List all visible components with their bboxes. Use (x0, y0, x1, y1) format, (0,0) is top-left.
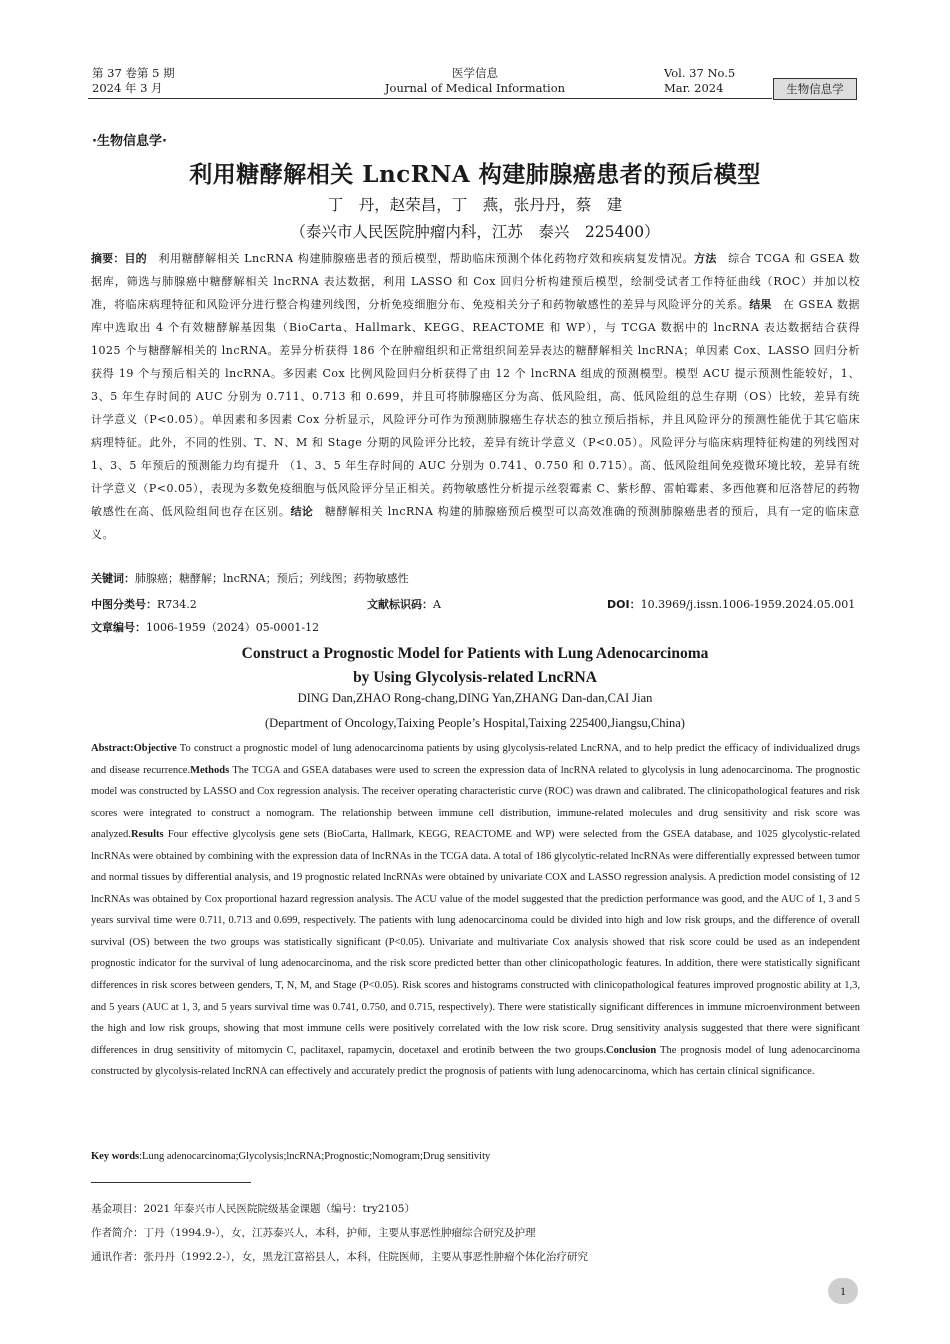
results-label-en: Results (130, 829, 164, 841)
results-text-cn: 在 GSEA 数据库中选取出 4 个有效糖酵解基因集（BioCarta、Hallmark、KEGG、REACTOME 和 WP），与 TCGA 数据中的 lncRNA 表达数据结合获得 1025 个与糖酵解相关的 lncRNA。差异分析获得 186 个在肿瘤组织和正常组织间差异表达的糖酵解相关 lncRNA；单因素 Cox、LASSO 回归分析获得 19 个与预后相关的 lncRNA。多因素 Cox 比例风险回归分析获得了由 12 个 lncRNA 组成的预测模型。模型 ACU 提示预测性能较好，1、3、5 年生存时间的 AUC 分别为 0.711、0.713 和 0.699，并且可将肺腺癌区分为高、低风险组，高、低风险组的总生存期（OS）比较，差异有统计学意义（P<0.05）。单因素和多因素 Cox 分析显示，风险评分可作为预测肺腺癌生存状态的独立预后指标，并且风险评分的预测性能优于其它临床病理特征。此外，不同的性别、T、N、M 和 Stage 分期的风险评分比较，差异有统计学意义（P<0.05）。风险评分与临床病理特征构建的列线图对 1、3、5 年预后的预测能力均有提升 （1、3、5 年生存时间的 AUC 分别为 0.741、0.750 和 0.715）。高、低风险组间免疫微环境比较，差异有统计学意义（P<0.05），表现为多数免疫细胞与低风险评分呈正相关。药物敏感性分析提示丝裂霉素 C、紫杉醇、雷帕霉素、多西他赛和厄洛替尼的药物敏感性在高、低风险组间也存在区别。 (91, 298, 861, 518)
methods-label-cn: 方法 (694, 252, 717, 265)
keywords-en (91, 1148, 490, 1166)
article-number-label: 文章编号： (91, 621, 146, 634)
methods-label-en: Methods (190, 764, 230, 776)
abstract-en (91, 738, 860, 1083)
header-vol-en: Vol. 37 No.5 (664, 66, 736, 80)
footnote-author: 作者简介：丁丹（1994.9-），女，江苏泰兴人，本科，护师，主要从事恶性肿瘤综合研究及护理 (91, 1227, 536, 1239)
doi-field (607, 597, 855, 613)
conclusion-text-cn: 糖酵解相关 lncRNA 构建的肺腺癌预后模型可以高效准确的预测肺腺癌患者的预后，具有一定的临床意义。 (91, 505, 861, 541)
article-title-cn: 利用糖酵解相关 LncRNA 构建肺腺癌患者的预后模型 (189, 161, 761, 188)
footnote-fund: 基金项目：2021 年泰兴市人民医院院级基金课题（编号：try2105） (91, 1203, 415, 1215)
keywords-cn (91, 571, 860, 587)
article-number-field (91, 620, 319, 636)
classification-row (91, 597, 860, 613)
doi-label: DOI： (607, 598, 641, 611)
header-date-cn: 2024 年 3 月 (92, 81, 163, 95)
doc-code-label: 文献标识码： (367, 598, 433, 611)
conclusion-text-en: The prognosis model of lung adenocarcinoma constructed by glycolysis-related lncRNA can effectively and accurately predict the prognosis of patients with lung adenocarcinoma, which has certain clinical significance. (91, 1044, 860, 1078)
section-badge: 生物信息学 (773, 78, 857, 100)
conclusion-label-cn: 结论 (290, 505, 314, 518)
objective-label-cn: 目的 (124, 252, 147, 265)
objective-text-cn: 利用糖酵解相关 LncRNA 构建肺腺癌患者的预后模型，帮助临床预测个体化药物疗效和疾病复发情况。 (146, 252, 695, 265)
header-journal-cn: 医学信息 (452, 66, 498, 80)
title-en-line-1: Construct a Prognostic Model for Patients with Lung Adenocarcinoma (241, 645, 709, 662)
methods-text-cn: 综合 TCGA 和 GSEA 数据库，筛选与肺腺癌中糖酵解相关 lncRNA 表达数据，利用 LASSO 和 Cox 回归分析构建预后模型，绘制受试者工作特征曲线（ROC）并加以校准，将临床病理特征和风险评分进行整合构建列线图，分析免疫细胞分布、免疫相关分子和药物敏感性的差异与风险评分的关系。 (91, 252, 861, 311)
objective-label-en: Objective (133, 743, 177, 754)
header-volume-en (664, 66, 735, 96)
section-tag: ·生物信息学· (92, 134, 167, 149)
doc-code-value: A (433, 598, 441, 611)
methods-text-en: The TCGA and GSEA databases were used to screen the expression data of lncRNA related to glycolysis in lung adenocarcinoma. The prognostic model was constructed by LASSO and Cox regression analysis. The receiver operating characteristic curve (ROC) was drawn and calibrated. The clinicopathological features and risk scores were integrated to construct a nomogram. The relationship between immune cell distribution, immune-related molecules and drug sensitivity and risk score was analyzed. (91, 764, 860, 841)
article-number-value: 1006-1959（2024）05-0001-12 (146, 621, 320, 634)
doc-code-field (367, 597, 441, 613)
results-text-en: Four effective glycolysis gene sets (BioCarta, Hallmark, KEGG, REACTOME and WP) were selected from the GSEA database, and 1025 glycolystic-related lncRNAs were obtained by combining with the expression data of lncRNAs in the TCGA data. A total of 186 glycolytic-related lncRNAs were differentially expressed between tumor and normal tissues by differential analysis, and 19 prognostic related lncRNAs were obtained by univariate COX and LASSO regression analysis. A prediction model consisting of 12 lncRNAs was obtained by Cox proportional hazard regression analysis. The ACU value of the model suggested that the prediction performance was good, and the AUC of 1, 3 and 5 years survival time were 0.711, 0.713 and 0.699, respectively. The patients with lung adenocarcinoma could be divided into high and low risk groups, and the difference of overall survival (OS) between the two groups was statistically significant (P<0.05). Univariate and multivariate Cox analysis showed that risk score could be used as an independent prognostic indicator for the survival of lung adenocarcinoma, and the risk score predicted better than other clinicopathologic features. In addition, there were statistically significant differences in risk scores between genders, T, N, M, and Stage (P<0.05). Risk scores and histograms constructed with clinicopathological features improved prognostic ability at 1,3, and 5 years (AUC at 1, 3, and 5 years survival time was 0.741, 0.750, and 0.715, respectively). There were statistically significant differences in immune microenvironment between the high and low risk groups, showing that most immune cells were positively correlated with the low risk score. Drug sensitivity analysis suggested that there were significant differences in drug sensitivity of mitomycin C, paclitaxel, rapamycin, docetaxel and erotinib between the two groups. (91, 829, 860, 1056)
doi-value: 10.3969/j.issn.1006-1959.2024.05.001 (640, 598, 856, 611)
article-title-en (0, 642, 950, 690)
header-date-en: Mar. 2024 (664, 81, 724, 95)
results-label-cn: 结果 (749, 298, 772, 311)
footnote-divider (91, 1182, 251, 1183)
clc-value: R734.2 (157, 598, 197, 611)
conclusion-label-en: Conclusion (606, 1044, 657, 1056)
abstract-label-en: Abstract: (91, 743, 134, 754)
keywords-text-cn: 肺腺癌；糖酵解；lncRNA；预后；列线图；药物敏感性 (135, 572, 409, 585)
clc-field (91, 597, 197, 613)
abstract-label-cn: 摘要： (91, 252, 125, 265)
objective-text-en: To construct a prognostic model of lung adenocarcinoma patients by using glycolysis-related LncRNA, and to help predict the efficacy of individualized drugs and disease recurrence. (91, 743, 860, 776)
footnote-corresponding: 通讯作者：张丹丹（1992.2-），女，黑龙江富裕县人，本科，住院医师，主要从事恶性肿瘤个体化治疗研究 (91, 1251, 589, 1263)
header-vol-cn: 第 37 卷第 5 期 (92, 66, 175, 80)
title-en-line-2: by Using Glycolysis-related LncRNA (353, 669, 597, 686)
abstract-cn (91, 247, 860, 546)
clc-label: 中图分类号： (91, 598, 157, 611)
authors-en: DING Dan,ZHAO Rong-chang,DING Yan,ZHANG Dan-dan,CAI Jian (297, 691, 653, 705)
affiliation-en: (Department of Oncology,Taixing People’s Hospital,Taixing 225400,Jiangsu,China) (265, 716, 685, 730)
header-divider (88, 98, 772, 99)
keywords-text-en: :Lung adenocarcinoma;Glycolysis;lncRNA;Prognostic;Nomogram;Drug sensitivity (139, 1151, 491, 1162)
keywords-label-en: Key words (91, 1151, 140, 1162)
authors-cn: 丁 丹，赵荣昌，丁 燕，张丹丹，蔡 建 (327, 196, 623, 214)
affiliation-cn: （泰兴市人民医院肿瘤内科，江苏 泰兴 225400） (290, 223, 660, 241)
keywords-label-cn: 关键词： (91, 572, 135, 585)
page-number: 1 (828, 1278, 858, 1304)
header-journal-en: Journal of Medical Information (384, 81, 566, 95)
